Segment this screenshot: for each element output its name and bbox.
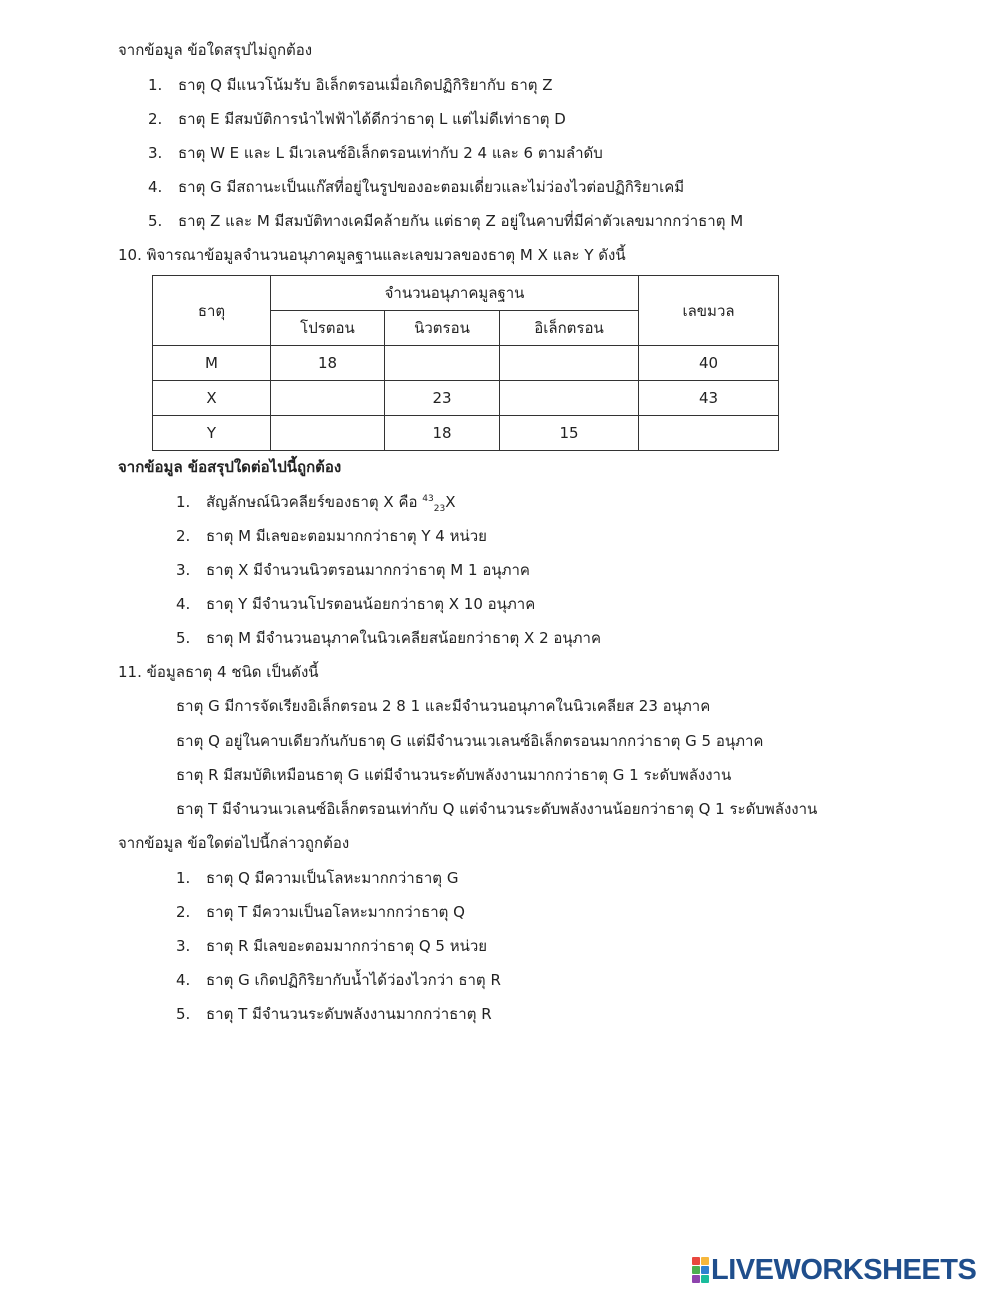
logo-tile	[692, 1257, 700, 1265]
q9-choice-2[interactable]	[148, 109, 566, 129]
q11-choice-5[interactable]	[176, 1004, 492, 1024]
q10-heading: 10. พิจารณาข้อมูลจำนวนอนุภาคมูลฐานและเลขมวลของธาตุ M X และ Y ดังนี้	[118, 246, 626, 264]
cell-proton[interactable]: 18	[271, 346, 385, 381]
logo-tile	[701, 1266, 709, 1274]
header-element: ธาตุ	[153, 276, 271, 346]
choice-number: 3.	[148, 144, 163, 162]
choice-number: 2.	[148, 110, 163, 128]
choice-text: ธาตุ T มีความเป็นอโลหะมากกว่าธาตุ Q	[206, 903, 465, 921]
choice-text: ธาตุ T มีจำนวนระดับพลังงานมากกว่าธาตุ R	[206, 1005, 492, 1023]
choice-number: 2.	[176, 527, 191, 545]
choice-number: 5.	[148, 212, 163, 230]
choice-number: 5.	[176, 629, 191, 647]
q10-choice-1[interactable]	[176, 492, 455, 512]
cell-electron[interactable]	[500, 346, 639, 381]
cell-proton[interactable]	[271, 416, 385, 451]
brand-name: LIVEWORKSHEETS	[711, 1253, 977, 1286]
cell-electron[interactable]	[500, 381, 639, 416]
choice-text: ธาตุ M มีเลขอะตอมมากกว่าธาตุ Y 4 หน่วย	[206, 527, 487, 545]
q9-prompt: จากข้อมูล ข้อใดสรุปไม่ถูกต้อง	[118, 41, 313, 59]
cell-proton[interactable]	[271, 381, 385, 416]
q9-choice-5[interactable]	[148, 211, 743, 231]
liveworksheets-logo[interactable]	[692, 1255, 976, 1285]
cell-element: M	[153, 346, 271, 381]
logo-tile	[692, 1266, 700, 1274]
choice-text: ธาตุ G มีสถานะเป็นแก๊สที่อยู่ในรูปของอะตอมเดี่ยวและไม่ว่องไวต่อปฏิกิริยาเคมี	[178, 178, 685, 196]
choice-text: ธาตุ E มีสมบัติการนำไฟฟ้าได้ดีกว่าธาตุ L แต่ไม่ดีเท่าธาตุ D	[178, 110, 566, 128]
logo-tile	[701, 1275, 709, 1283]
atomic-number-sub: 23	[433, 504, 446, 514]
q11-fact: ธาตุ Q อยู่ในคาบเดียวกันกับธาตุ G แต่มีจำนวนเวเลนซ์อิเล็กตรอนมากกว่าธาตุ G 5 อนุภาค	[176, 732, 764, 750]
choice-number: 1.	[148, 76, 163, 94]
q10-choice-5[interactable]	[176, 628, 601, 648]
cell-mass[interactable]: 43	[639, 381, 779, 416]
q10-choice-2[interactable]	[176, 526, 487, 546]
choice-number: 4.	[148, 178, 163, 196]
q11-heading: 11. ข้อมูลธาตุ 4 ชนิด เป็นดังนี้	[118, 663, 319, 681]
q11-choice-1[interactable]	[176, 868, 458, 888]
particle-table	[152, 275, 779, 451]
choice-text: ธาตุ R มีเลขอะตอมมากกว่าธาตุ Q 5 หน่วย	[206, 937, 488, 955]
choice-text: ธาตุ G เกิดปฏิกิริยากับน้ำได้ว่องไวกว่า ธาตุ R	[206, 971, 501, 989]
choice-text: ธาตุ Q มีความเป็นโลหะมากกว่าธาตุ G	[206, 869, 459, 887]
choice-text: ธาตุ Q มีแนวโน้มรับ อิเล็กตรอนเมื่อเกิดปฏิกิริยากับ ธาตุ Z	[178, 76, 553, 94]
table-row	[153, 346, 779, 381]
q9-choice-3[interactable]	[148, 143, 603, 163]
logo-tiles-icon	[692, 1257, 708, 1283]
choice-number: 4.	[176, 971, 191, 989]
q11-choice-4[interactable]	[176, 970, 501, 990]
q11-choice-3[interactable]	[176, 936, 487, 956]
q11-prompt: จากข้อมูล ข้อใดต่อไปนี้กล่าวถูกต้อง	[118, 834, 350, 852]
choice-text: ธาตุ Z และ M มีสมบัติทางเคมีคล้ายกัน แต่ธาตุ Z อยู่ในคาบที่มีค่าตัวเลขมากกว่าธาตุ M	[178, 212, 744, 230]
choice-number: 4.	[176, 595, 191, 613]
choice-number: 3.	[176, 561, 191, 579]
choice-text: สัญลักษณ์นิวคลียร์ของธาตุ X คือ	[206, 493, 423, 511]
choice-number: 5.	[176, 1005, 191, 1023]
cell-neutron[interactable]: 23	[385, 381, 500, 416]
header-neutron: นิวตรอน	[385, 311, 500, 346]
cell-mass[interactable]	[639, 416, 779, 451]
cell-electron[interactable]: 15	[500, 416, 639, 451]
header-electron: อิเล็กตรอน	[500, 311, 639, 346]
choice-number: 3.	[176, 937, 191, 955]
cell-neutron[interactable]	[385, 346, 500, 381]
cell-element: X	[153, 381, 271, 416]
cell-neutron[interactable]: 18	[385, 416, 500, 451]
logo-tile	[701, 1257, 709, 1265]
choice-text: ธาตุ M มีจำนวนอนุภาคในนิวเคลียสน้อยกว่าธาตุ X 2 อนุภาค	[206, 629, 602, 647]
choice-text: ธาตุ W E และ L มีเวเลนซ์อิเล็กตรอนเท่ากับ 2 4 และ 6 ตามลำดับ	[178, 144, 603, 162]
choice-number: 1.	[176, 869, 191, 887]
choice-number: 2.	[176, 903, 191, 921]
choice-number: 1.	[176, 493, 191, 511]
q11-choice-2[interactable]	[176, 902, 465, 922]
mass-number-sup: 43	[422, 494, 434, 504]
cell-mass[interactable]: 40	[639, 346, 779, 381]
table-row	[153, 381, 779, 416]
element-symbol: X	[445, 493, 456, 511]
q11-fact: ธาตุ G มีการจัดเรียงอิเล็กตรอน 2 8 1 และมีจำนวนอนุภาคในนิวเคลียส 23 อนุภาค	[176, 697, 711, 715]
header-particles: จำนวนอนุภาคมูลฐาน	[271, 276, 639, 311]
cell-element: Y	[153, 416, 271, 451]
q10-choice-4[interactable]	[176, 594, 535, 614]
q9-choice-4[interactable]	[148, 177, 684, 197]
q9-choice-1[interactable]	[148, 75, 553, 95]
logo-tile	[692, 1275, 700, 1283]
q10-prompt: จากข้อมูล ข้อสรุปใดต่อไปนี้ถูกต้อง	[118, 458, 342, 476]
table-row	[153, 416, 779, 451]
header-proton: โปรตอน	[271, 311, 385, 346]
q11-fact: ธาตุ T มีจำนวนเวเลนซ์อิเล็กตรอนเท่ากับ Q แต่จำนวนระดับพลังงานน้อยกว่าธาตุ Q 1 ระดับพลังงาน	[176, 800, 818, 818]
choice-text: ธาตุ Y มีจำนวนโปรตอนน้อยกว่าธาตุ X 10 อนุภาค	[206, 595, 536, 613]
q11-fact: ธาตุ R มีสมบัติเหมือนธาตุ G แต่มีจำนวนระดับพลังงานมากกว่าธาตุ G 1 ระดับพลังงาน	[176, 766, 732, 784]
q10-choice-3[interactable]	[176, 560, 530, 580]
header-mass-number: เลขมวล	[639, 276, 779, 346]
choice-text: ธาตุ X มีจำนวนนิวตรอนมากกว่าธาตุ M 1 อนุภาค	[206, 561, 530, 579]
